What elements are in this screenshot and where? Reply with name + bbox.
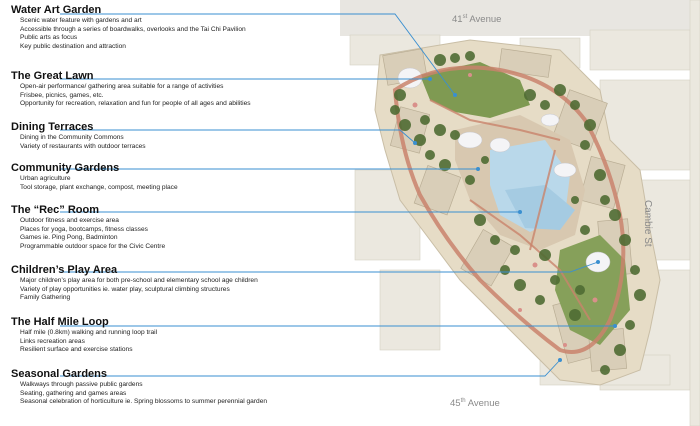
legend-title: Children’s Play Area [11,264,118,276]
legend-line: Half mile (0.8km) walking and running loop trail [20,329,158,336]
legend-line: Public arts as focus [20,34,78,42]
legend-item-childrens-play-area [11,264,258,303]
street-label-north [452,14,501,25]
street-north-name: Avenue [469,14,502,26]
legend-line: Dining in the Community Commons [20,134,124,141]
legend-line: Resilient surface and exercise stations [20,346,133,354]
legend-item-dining-terraces [11,121,146,151]
street-east-name: Cambie St [642,200,653,247]
legend-title: Community Gardens [11,162,120,174]
legend-title: Dining Terraces [11,121,94,133]
legend-item-rec-room [11,204,165,252]
legend-line: Tool storage, plant exchange, compost, meeting place [20,183,178,191]
legend-title: Water Art Garden [11,4,102,16]
street-south-number: 45 [450,398,461,410]
legend-title: The Great Lawn [11,70,94,82]
legend-line: Links recreation areas [20,337,85,345]
legend-line: Family Gathering [20,294,71,302]
legend-item-great-lawn [11,70,251,109]
legend-line: Outdoor fitness and exercise area [20,217,119,224]
legend-line: Seasonal celebration of horticulture ie. Spring blossoms to summer perennial garden [20,398,268,406]
legend-line: Scenic water feature with gardens and art [20,17,142,24]
legend-line: Seating, gathering and games areas [20,389,127,397]
legend-line: Walkways through passive public gardens [20,381,143,388]
legend-title: The “Rec” Room [11,204,100,216]
legend-item-seasonal-gardens [11,368,267,407]
legend-item-community-gardens [11,162,178,192]
legend-line: Games ie. Ping Pong, Badminton [20,234,118,242]
street-north-number: 41 [452,14,463,26]
legend-line: Urban agriculture [20,175,71,182]
street-north-suffix: st [462,14,468,20]
legend-line: Opportunity for recreation, relaxation and fun for people of all ages and abilities [20,100,251,108]
legend-title: The Half Mile Loop [11,316,109,328]
legend-line: Places for yoga, bootcamps, fitness classes [20,225,148,233]
street-south-suffix: th [460,398,466,404]
legend-line: Frisbee, picnics, games, etc. [20,91,104,99]
legend-item-half-mile-loop [11,316,157,355]
legend-line: Key public destination and attraction [20,43,126,51]
legend-line: Open-air performance/ gathering area suitable for a range of activities [20,83,224,90]
legend-line: Programmable outdoor space for the Civic Centre [20,243,166,251]
street-label-south [450,398,500,409]
legend-line: Variety of play opportunities ie. water play, sculptural climbing structures [20,285,230,293]
legend-line: Major children’s play area for both pre-school and elementary school age children [20,277,258,284]
street-south-name: Avenue [467,398,500,410]
legend-line: Variety of restaurants with outdoor terraces [20,142,146,150]
legend-line: Accessible through a series of boardwalks, overlooks and the Tai Chi Pavilion [20,25,246,33]
street-label-east [642,200,653,247]
legend-title: Seasonal Gardens [11,368,107,380]
legend-item-water-art-garden [11,4,246,52]
